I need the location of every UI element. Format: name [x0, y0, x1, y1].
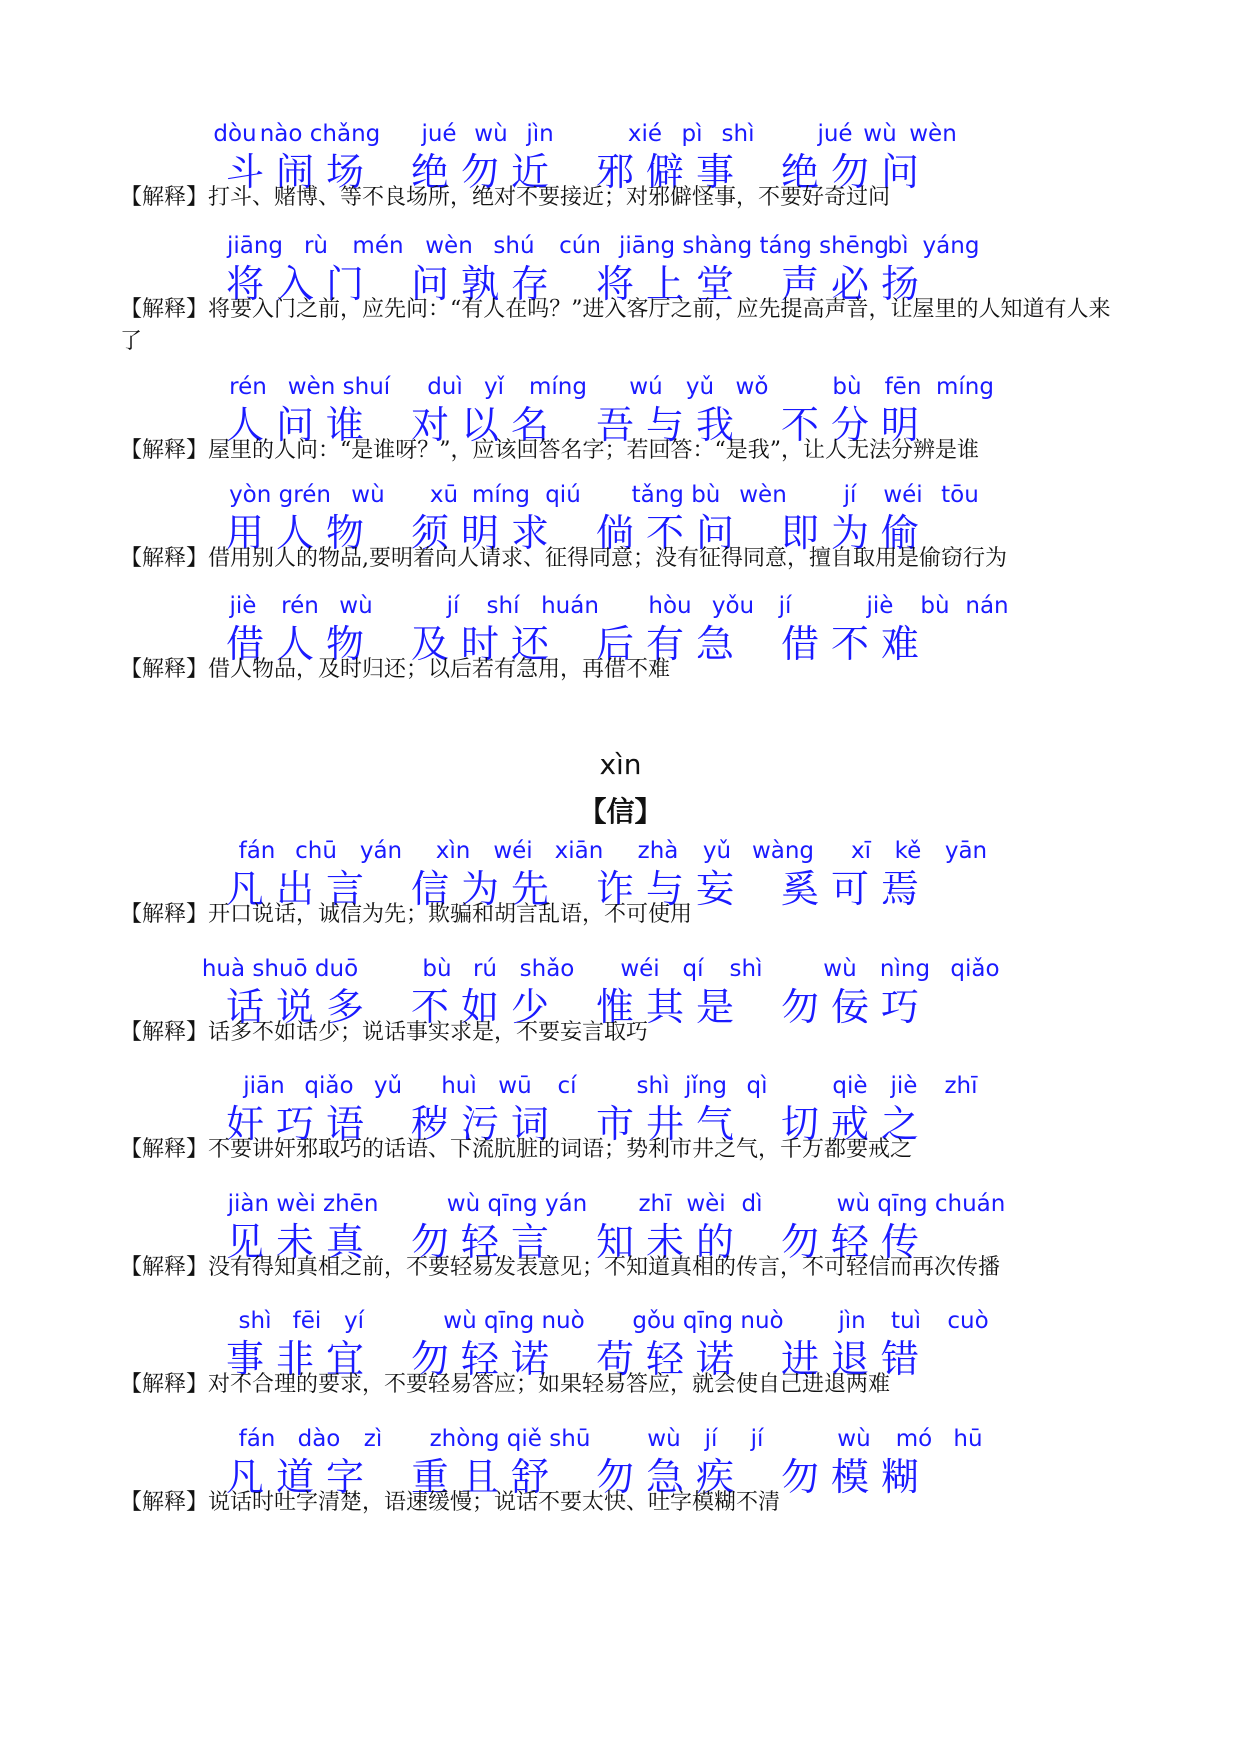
hanzi-character: 绝 — [780, 150, 820, 194]
hanzi-character: 还 — [510, 622, 550, 666]
section-title: 【信】 — [578, 795, 663, 828]
pinyin-syllable: wù — [647, 1426, 681, 1452]
pinyin-syllable: jí — [704, 1426, 718, 1452]
hanzi-character: 道 — [275, 1455, 315, 1499]
hanzi-character: 其 — [645, 985, 685, 1029]
pinyin-syllable: wéi — [883, 482, 923, 508]
pinyin-syllable: dì — [741, 1191, 763, 1217]
hanzi-character: 如 — [460, 985, 500, 1029]
pinyin-syllable: zhī — [944, 1073, 978, 1099]
hanzi-character: 巧 — [275, 1102, 315, 1146]
hanzi-character: 轻 — [830, 1220, 870, 1264]
hanzi-character: 非 — [275, 1337, 315, 1381]
pinyin-syllable: bì — [887, 233, 909, 259]
hanzi-character: 即 — [780, 511, 820, 555]
pinyin-syllable: wéi — [493, 838, 533, 864]
hanzi-character: 谁 — [325, 403, 365, 447]
hanzi-character: 凡 — [225, 867, 265, 911]
hanzi-character: 后 — [595, 622, 635, 666]
hanzi-character: 糊 — [880, 1455, 920, 1499]
hanzi-character: 僻 — [645, 150, 685, 194]
pinyin-syllable: mó — [895, 1426, 933, 1452]
hanzi-character: 必 — [830, 262, 870, 306]
hanzi-character: 问 — [880, 150, 920, 194]
pinyin-syllable: nào chǎng — [259, 121, 381, 147]
hanzi-character: 事 — [225, 1337, 265, 1381]
pinyin-syllable: jiāng shàng táng shēng — [619, 233, 889, 259]
pinyin-syllable: bù — [422, 956, 452, 982]
hanzi-character: 勿 — [830, 150, 870, 194]
hanzi-character: 妄 — [695, 867, 735, 911]
pinyin-syllable: yǔ — [685, 374, 715, 400]
hanzi-character: 闹 — [275, 150, 315, 194]
pinyin-syllable: rù — [303, 233, 329, 259]
hanzi-character: 且 — [460, 1455, 500, 1499]
pinyin-syllable: zhà — [637, 838, 679, 864]
pinyin-syllable: shǎo — [519, 956, 575, 982]
pinyin-syllable: mén — [352, 233, 404, 259]
hanzi-character: 问 — [410, 262, 450, 306]
hanzi-character: 堂 — [695, 262, 735, 306]
pinyin-syllable: wàng — [751, 838, 815, 864]
pinyin-syllable: jí — [750, 1426, 764, 1452]
hanzi-character: 有 — [645, 622, 685, 666]
hanzi-character: 勿 — [410, 1220, 450, 1264]
hanzi-character: 见 — [225, 1220, 265, 1264]
hanzi-character: 信 — [410, 867, 450, 911]
pinyin-syllable: nìng — [879, 956, 931, 982]
hanzi-character: 模 — [830, 1455, 870, 1499]
hanzi-character: 邪 — [595, 150, 635, 194]
hanzi-character: 问 — [695, 511, 735, 555]
hanzi-character: 凡 — [225, 1455, 265, 1499]
hanzi-character: 近 — [510, 150, 550, 194]
hanzi-character: 进 — [780, 1337, 820, 1381]
pinyin-syllable: kě — [894, 838, 922, 864]
pinyin-syllable: qiú — [545, 482, 581, 508]
hanzi-character: 偷 — [880, 511, 920, 555]
pinyin-syllable: yán — [359, 838, 403, 864]
hanzi-character: 是 — [695, 985, 735, 1029]
hanzi-character: 不 — [645, 511, 685, 555]
hanzi-character: 名 — [510, 403, 550, 447]
pinyin-syllable: wéi — [620, 956, 660, 982]
hanzi-character: 语 — [325, 1102, 365, 1146]
pinyin-syllable: wǒ — [735, 374, 769, 400]
hanzi-character: 奸 — [225, 1102, 265, 1146]
hanzi-character: 奚 — [780, 867, 820, 911]
hanzi-character: 宜 — [325, 1337, 365, 1381]
pinyin-syllable: bù — [832, 374, 862, 400]
pinyin-syllable: hòu — [648, 593, 692, 619]
hanzi-character: 言 — [325, 867, 365, 911]
hanzi-character: 佞 — [830, 985, 870, 1029]
pinyin-syllable: dòu — [213, 121, 257, 147]
hanzi-character: 勿 — [780, 1220, 820, 1264]
hanzi-character: 退 — [830, 1337, 870, 1381]
explanation-text: 【解释】开口说话，诚信为先；欺骗和胡言乱语，不可使用 — [120, 902, 693, 927]
explanation-text: 【解释】不要讲奸邪取巧的话语、下流肮脏的词语；势利市井之气，千万都要戒之 — [120, 1137, 913, 1162]
hanzi-character: 声 — [780, 262, 820, 306]
hanzi-character: 诺 — [510, 1337, 550, 1381]
hanzi-character: 传 — [880, 1220, 920, 1264]
pinyin-syllable: jué — [421, 121, 457, 147]
hanzi-character: 勿 — [410, 1337, 450, 1381]
hanzi-character: 井 — [645, 1102, 685, 1146]
hanzi-character: 须 — [410, 511, 450, 555]
pinyin-syllable: jí — [778, 593, 792, 619]
pinyin-syllable: wú — [629, 374, 663, 400]
pinyin-syllable: huì — [441, 1073, 477, 1099]
hanzi-character: 与 — [645, 867, 685, 911]
pinyin-syllable: duì — [427, 374, 463, 400]
hanzi-character: 物 — [325, 511, 365, 555]
pinyin-syllable: yí — [343, 1308, 365, 1334]
pinyin-syllable: jí — [446, 593, 460, 619]
pinyin-syllable: jiè — [866, 593, 894, 619]
hanzi-character: 词 — [510, 1102, 550, 1146]
pinyin-syllable: cún — [559, 233, 601, 259]
pinyin-syllable: jǐng — [685, 1073, 727, 1099]
pinyin-syllable: xié — [627, 121, 663, 147]
hanzi-character: 诈 — [595, 867, 635, 911]
hanzi-character: 用 — [225, 511, 265, 555]
pinyin-syllable: tuì — [891, 1308, 921, 1334]
pinyin-syllable: chū — [295, 838, 337, 864]
pinyin-syllable: wèn — [739, 482, 787, 508]
pinyin-syllable: wèi — [686, 1191, 726, 1217]
pinyin-syllable: wù — [863, 121, 897, 147]
pinyin-syllable: xiān — [554, 838, 604, 864]
pinyin-syllable: cuò — [947, 1308, 989, 1334]
hanzi-character: 污 — [460, 1102, 500, 1146]
pinyin-syllable: tōu — [941, 482, 979, 508]
pinyin-syllable: rú — [472, 956, 498, 982]
hanzi-character: 少 — [510, 985, 550, 1029]
pinyin-syllable: wū — [498, 1073, 532, 1099]
hanzi-character: 出 — [275, 867, 315, 911]
pinyin-syllable: shì — [238, 1308, 272, 1334]
pinyin-syllable: yǒu — [711, 593, 755, 619]
hanzi-character: 气 — [695, 1102, 735, 1146]
pinyin-syllable: shú — [493, 233, 535, 259]
hanzi-character: 疾 — [695, 1455, 735, 1499]
hanzi-character: 知 — [595, 1220, 635, 1264]
pinyin-syllable: rén — [281, 593, 319, 619]
hanzi-character: 为 — [830, 511, 870, 555]
pinyin-syllable: yǔ — [702, 838, 732, 864]
pinyin-syllable: yáng — [922, 233, 980, 259]
hanzi-character: 重 — [410, 1455, 450, 1499]
pinyin-syllable: qí — [682, 956, 704, 982]
pinyin-syllable: xìn — [435, 838, 471, 864]
hanzi-character: 及 — [410, 622, 450, 666]
pinyin-syllable: qiǎo — [950, 956, 1000, 982]
hanzi-character: 苟 — [595, 1337, 635, 1381]
hanzi-character: 市 — [595, 1102, 635, 1146]
hanzi-character: 勿 — [460, 150, 500, 194]
hanzi-character: 可 — [830, 867, 870, 911]
pinyin-syllable: yòn grén — [229, 482, 331, 508]
hanzi-character: 以 — [460, 403, 500, 447]
hanzi-character: 我 — [695, 403, 735, 447]
hanzi-character: 倘 — [595, 511, 635, 555]
pinyin-syllable: wèn — [909, 121, 957, 147]
hanzi-character: 错 — [880, 1337, 920, 1381]
hanzi-character: 难 — [880, 622, 920, 666]
hanzi-character: 不 — [780, 403, 820, 447]
explanation-text: 【解释】话多不如话少；说话事实求是，不要妄言取巧 — [120, 1020, 649, 1045]
hanzi-character: 斗 — [225, 150, 265, 194]
pinyin-syllable: yān — [944, 838, 988, 864]
hanzi-character: 求 — [510, 511, 550, 555]
hanzi-character: 明 — [460, 511, 500, 555]
pinyin-syllable: tǎng bù — [631, 482, 721, 508]
hanzi-character: 上 — [645, 262, 685, 306]
pinyin-syllable: wù qīng chuán — [836, 1191, 1006, 1217]
pinyin-syllable: jìn — [526, 121, 554, 147]
hanzi-character: 真 — [325, 1220, 365, 1264]
pinyin-syllable: fēi — [292, 1308, 322, 1334]
pinyin-syllable: dào — [297, 1426, 341, 1452]
hanzi-character: 轻 — [460, 1220, 500, 1264]
hanzi-character: 问 — [275, 403, 315, 447]
hanzi-character: 切 — [780, 1102, 820, 1146]
hanzi-character: 与 — [645, 403, 685, 447]
hanzi-character: 明 — [880, 403, 920, 447]
pinyin-syllable: zì — [363, 1426, 383, 1452]
hanzi-character: 分 — [830, 403, 870, 447]
explanation-text: 【解释】将要入门之前，应先问：“有人在吗？”进入客厅之前，应先提高声音，让屋里的人知道有人来了 — [120, 297, 1111, 354]
hanzi-character: 勿 — [780, 1455, 820, 1499]
hanzi-character: 轻 — [645, 1337, 685, 1381]
pinyin-syllable: shí — [486, 593, 520, 619]
hanzi-character: 舒 — [510, 1455, 550, 1499]
hanzi-character: 人 — [275, 511, 315, 555]
pinyin-syllable: wù qīng yán — [446, 1191, 588, 1217]
pinyin-syllable: míng — [529, 374, 587, 400]
hanzi-character: 秽 — [410, 1102, 450, 1146]
pinyin-syllable: huán — [541, 593, 599, 619]
hanzi-character: 之 — [880, 1102, 920, 1146]
hanzi-character: 绝 — [410, 150, 450, 194]
pinyin-syllable: yǔ — [373, 1073, 403, 1099]
hanzi-character: 将 — [225, 262, 265, 306]
pinyin-syllable: xī — [850, 838, 872, 864]
pinyin-syllable: hū — [953, 1426, 983, 1452]
hanzi-character: 借 — [780, 622, 820, 666]
explanation-text: 【解释】打斗、赌博、等不良场所，绝对不要接近；对邪僻怪事，不要好奇过问 — [120, 185, 891, 210]
pinyin-syllable: cí — [557, 1073, 577, 1099]
pinyin-syllable: nán — [965, 593, 1009, 619]
explanation-text: 【解释】借人物品，及时归还；以后若有急用，再借不难 — [120, 657, 671, 682]
hanzi-character: 将 — [595, 262, 635, 306]
hanzi-character: 诺 — [695, 1337, 735, 1381]
hanzi-character: 人 — [225, 403, 265, 447]
hanzi-character: 急 — [695, 622, 735, 666]
hanzi-character: 存 — [510, 262, 550, 306]
hanzi-character: 时 — [460, 622, 500, 666]
pinyin-syllable: fán — [238, 1426, 276, 1452]
pinyin-syllable: bù — [920, 593, 950, 619]
hanzi-character: 对 — [410, 403, 450, 447]
explanation-text: 【解释】没有得知真相之前，不要轻易发表意见；不知道真相的传言，不可轻信而再次传播 — [120, 1255, 1001, 1280]
explanation-text: 【解释】对不合理的要求，不要轻易答应；如果轻易答应，就会使自己进退两难 — [120, 1372, 891, 1397]
hanzi-character: 场 — [325, 150, 365, 194]
pinyin-syllable: jiàn wèi zhēn — [227, 1191, 379, 1217]
hanzi-character: 急 — [645, 1455, 685, 1499]
explanation-text: 【解释】借用别人的物品,要明着向人请求、征得同意；没有征得同意，擅自取用是偷窃行为 — [120, 546, 1007, 571]
pinyin-syllable: wù — [474, 121, 508, 147]
hanzi-character: 孰 — [460, 262, 500, 306]
pinyin-syllable: qì — [746, 1073, 768, 1099]
pinyin-syllable: fán — [238, 838, 276, 864]
pinyin-syllable: qiǎo — [304, 1073, 354, 1099]
pinyin-syllable: míng — [936, 374, 994, 400]
pinyin-syllable: xū — [429, 482, 459, 508]
pinyin-syllable: gǒu qīng nuò — [632, 1308, 784, 1334]
hanzi-character: 多 — [325, 985, 365, 1029]
hanzi-character: 巧 — [880, 985, 920, 1029]
hanzi-character: 未 — [645, 1220, 685, 1264]
pinyin-syllable: míng — [472, 482, 530, 508]
hanzi-character: 未 — [275, 1220, 315, 1264]
hanzi-character: 的 — [695, 1220, 735, 1264]
pinyin-syllable: zhī — [638, 1191, 672, 1217]
hanzi-character: 轻 — [460, 1337, 500, 1381]
pinyin-syllable: wù — [351, 482, 385, 508]
pinyin-syllable: wèn — [425, 233, 473, 259]
hanzi-character: 为 — [460, 867, 500, 911]
explanation-text: 【解释】说话时吐字清楚，语速缓慢；说话不要太快、吐字模糊不清 — [120, 1490, 781, 1515]
hanzi-character: 扬 — [880, 262, 920, 306]
pinyin-syllable: wù — [339, 593, 373, 619]
hanzi-character: 言 — [510, 1220, 550, 1264]
hanzi-character: 吾 — [595, 403, 635, 447]
explanation-text: 【解释】屋里的人问：“是谁呀？”，应该回答名字；若回答：“是我”，让人无法分辨是谁 — [120, 438, 979, 463]
pinyin-syllable: rén — [229, 374, 267, 400]
pinyin-syllable: jìn — [838, 1308, 866, 1334]
hanzi-character: 借 — [225, 622, 265, 666]
pinyin-syllable: jiè — [890, 1073, 918, 1099]
pinyin-syllable: jiān — [243, 1073, 285, 1099]
pinyin-syllable: yǐ — [483, 374, 505, 400]
hanzi-character: 说 — [275, 985, 315, 1029]
pinyin-syllable: fēn — [884, 374, 922, 400]
hanzi-character: 先 — [510, 867, 550, 911]
hanzi-character: 焉 — [880, 867, 920, 911]
hanzi-character: 惟 — [595, 985, 635, 1029]
pinyin-syllable: qiè — [832, 1073, 868, 1099]
pinyin-syllable: shì — [636, 1073, 670, 1099]
hanzi-character: 物 — [325, 622, 365, 666]
hanzi-character: 字 — [325, 1455, 365, 1499]
pinyin-syllable: shì — [729, 956, 763, 982]
hanzi-character: 人 — [275, 622, 315, 666]
hanzi-character: 勿 — [595, 1455, 635, 1499]
pinyin-syllable: wù — [837, 1426, 871, 1452]
pinyin-syllable: wù — [823, 956, 857, 982]
pinyin-syllable: jí — [843, 482, 857, 508]
pinyin-syllable: zhòng qiě shū — [429, 1426, 591, 1452]
hanzi-character: 门 — [325, 262, 365, 306]
hanzi-character: 事 — [695, 150, 735, 194]
pinyin-syllable: shì — [721, 121, 755, 147]
pinyin-syllable: wù qīng nuò — [443, 1308, 585, 1334]
pinyin-syllable: huà shuō duō — [201, 956, 359, 982]
pinyin-syllable: pì — [681, 121, 703, 147]
hanzi-character: 话 — [225, 985, 265, 1029]
section-pinyin: xìn — [599, 748, 642, 781]
hanzi-character: 入 — [275, 262, 315, 306]
hanzi-character: 不 — [410, 985, 450, 1029]
hanzi-character: 不 — [830, 622, 870, 666]
pinyin-syllable: jiè — [229, 593, 257, 619]
pinyin-syllable: wèn shuí — [287, 374, 391, 400]
pinyin-syllable: jiāng — [226, 233, 284, 259]
hanzi-character: 勿 — [780, 985, 820, 1029]
hanzi-character: 戒 — [830, 1102, 870, 1146]
pinyin-syllable: jué — [817, 121, 853, 147]
